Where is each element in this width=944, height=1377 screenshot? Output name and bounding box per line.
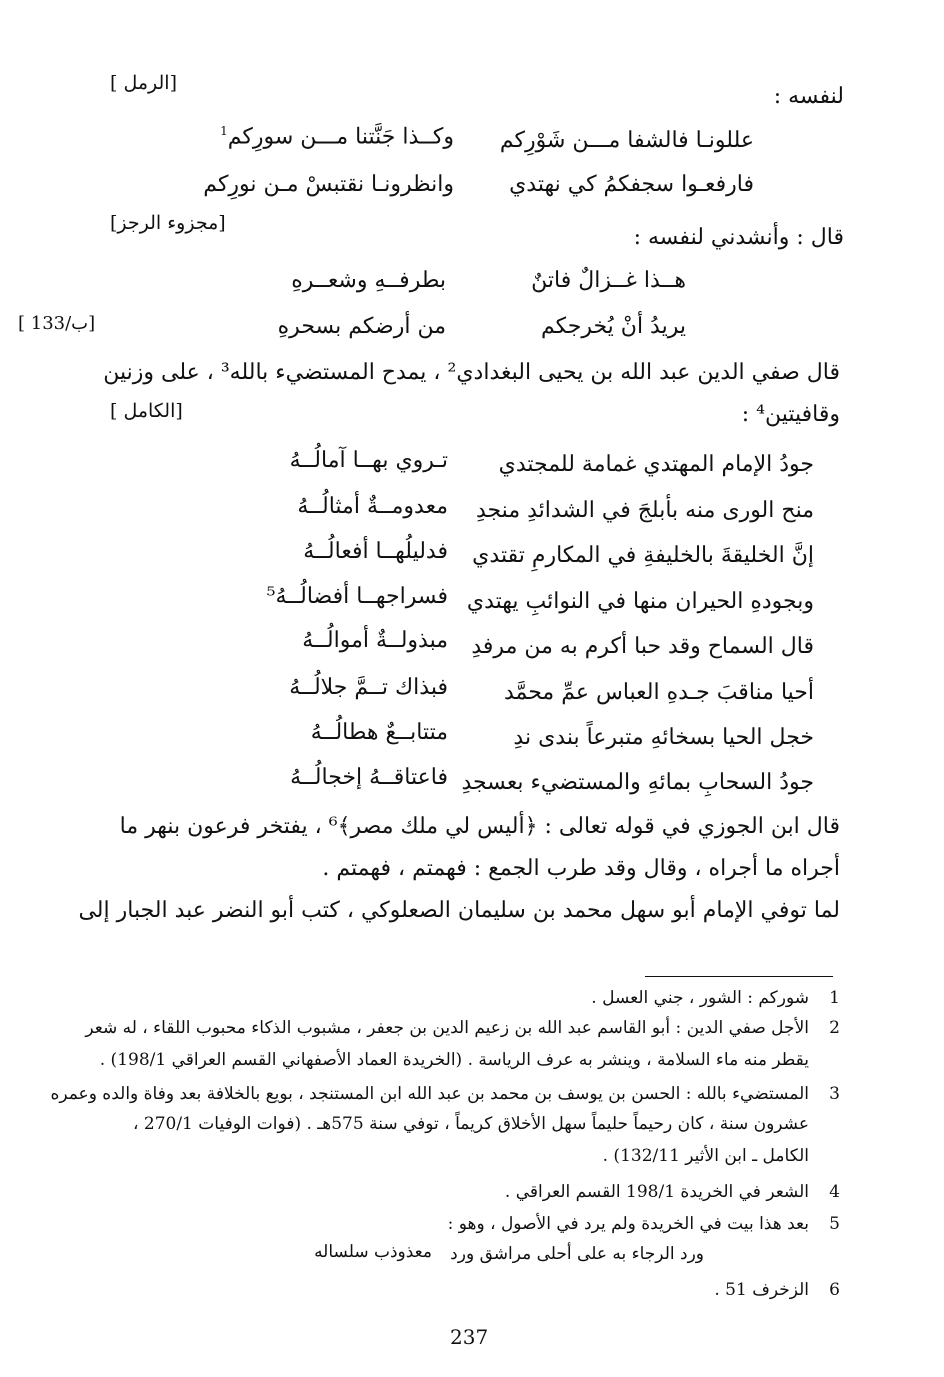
verse-hemistich: قال السماح وقد حبا أكرم به من مرفدِ [471, 634, 814, 659]
footnote-number: 2 [829, 1018, 840, 1038]
verse-hemistich: أحيا مناقبَ جـدهِ العباس عمِّ محمَّد [503, 680, 814, 705]
verse-hemistich: إنَّ الخليقةَ بالخليفةِ في المكارمِ تقتدي [472, 543, 814, 568]
verse-refrain: فسراجهــا أفضالُــهُ⁵ [266, 584, 448, 609]
footnote-number: 5 [829, 1214, 840, 1234]
footnote-text: بعد هذا بيت في الخريدة ولم يرد في الأصول ، وهو : [447, 1214, 809, 1234]
paragraph-line: أجراه ما أجراه ، وقال وقد طرب الجمع : فهمتم ، فهمتم . [322, 856, 840, 881]
footnote-number: 4 [829, 1182, 840, 1202]
meter-label: [مجزوء الرجز] [110, 212, 226, 234]
verse-hemistich: يريدُ أنْ يُخرجكم [540, 314, 686, 339]
verse-hemistich: عللونـا فالشفا مـــن شَوْرِكم [499, 128, 754, 153]
page-number: 237 [450, 1325, 489, 1349]
verse-hemistich: هــذا غــزالٌ فاتنٌ [531, 268, 686, 293]
verse-hemistich: وبجودهِ الحيران منها في النوائبِ يهتدي [466, 589, 814, 614]
footnote-text: شوركم : الشور ، جني العسل . [591, 988, 809, 1008]
footnote-number: 3 [829, 1084, 840, 1104]
margin-folio-reference: [ 133/ب] [18, 313, 96, 334]
verse-hemistich: فارفعـوا سجفكمُ كي نهتدي [509, 172, 754, 197]
meter-label: [ الرمل] [110, 72, 177, 94]
meter-label: [ الكامل] [110, 400, 183, 422]
verse-hemistich: وانظرونـا نقتبسْ مـن نورِكم [203, 172, 454, 197]
verse-hemistich: خجل الحيا بسخائهِ متبرعاً بندى ندِ [513, 725, 814, 750]
footnote-ref: 1 [220, 124, 228, 138]
footnote-text: الكامل ـ ابن الأثير 132/11) . [602, 1146, 809, 1166]
verse-hemistich: وكــذا جَنَّتنا مـــن سورِكم$^1$ [220, 124, 454, 150]
footnote-text: المستضيء بالله : الحسن بن يوسف بن محمد بن عبد الله ابن المستنجد ، بويع بالخلافة بعد وفاة والده وعمره [50, 1084, 809, 1104]
verse-refrain: تـروي بهــا آمالُــهُ [289, 448, 448, 473]
verse-hemistich: جودُ السحابِ بمائهِ والمستضيء بعسجدِ [461, 770, 814, 795]
verse-refrain: فدليلُهــا أفعالُــهُ [303, 539, 448, 564]
verse-refrain: معدومــةٌ أمثالُــهُ [297, 494, 448, 519]
footnote-separator [645, 976, 833, 977]
verse-hemistich: من أرضكم بسحرهِ [277, 314, 446, 339]
footnote-number: 6 [829, 1280, 840, 1300]
verse-refrain: متتابــعٌ هطالُــهُ [310, 720, 448, 745]
footnote-text: يقطر منه ماء السلامة ، وينشر به عرف الرياسة . (الخريدة العماد الأصفهاني القسم العراقي 198/1) . [99, 1050, 809, 1070]
paragraph-line: لما توفي الإمام أبو سهل محمد بن سليمان الصعلوكي ، كتب أبو النضر عبد الجبار إلى [78, 898, 840, 923]
verse-refrain: فبذاك تــمَّ جلالُــهُ [289, 675, 448, 700]
paragraph-line: وقافيتين⁴ : [741, 402, 840, 427]
footnote-verse: معذوذب سلساله [314, 1242, 432, 1262]
paragraph-line: قال صفي الدين عبد الله بن يحيى البغدادي² ، يمدح المستضيء بالله³ ، على وزنين [103, 360, 840, 385]
footnote-text: عشرون سنة ، كان رحيماً حليماً سهل الأخلاق كريماً ، توفي سنة 575هـ . (فوات الوفيات 270/1 ، [132, 1114, 809, 1134]
footnotes [0, 988, 944, 1308]
footnote-verse: ورد الرجاء به على أحلى مراشق ورد [450, 1244, 704, 1264]
verse-refrain: فاعتاقــهُ إخجالُــهُ [290, 765, 448, 790]
footnote-text: الشعر في الخريدة 198/1 القسم العراقي . [504, 1182, 809, 1202]
verse-refrain: مبذولــةٌ أموالُــهُ [302, 628, 448, 653]
verse-hemistich: بطرفــهِ وشعــرهِ [291, 268, 446, 293]
intro-text: قال : وأنشدني لنفسه : [633, 225, 844, 250]
verse-hemistich: جودُ الإمام المهتدي غمامة للمجتدي [498, 452, 814, 477]
intro-text: لنفسه : [773, 84, 844, 109]
footnote-text: الأجل صفي الدين : أبو القاسم عبد الله بن زعيم الدين بن جعفر ، مشبوب الذكاء محبوب اللقاء ، له شعر [85, 1018, 809, 1038]
footnote-text: الزخرف 51 . [714, 1280, 809, 1300]
footnote-number: 1 [829, 988, 840, 1008]
paragraph-line: قال ابن الجوزي في قوله تعالى : ﴿أليس لي ملك مصر﴾⁶ ، يفتخر فرعون بنهر ما [119, 814, 840, 839]
verse-hemistich: منح الورى منه بأبلجَ في الشدائدِ منجدِ [475, 498, 814, 523]
